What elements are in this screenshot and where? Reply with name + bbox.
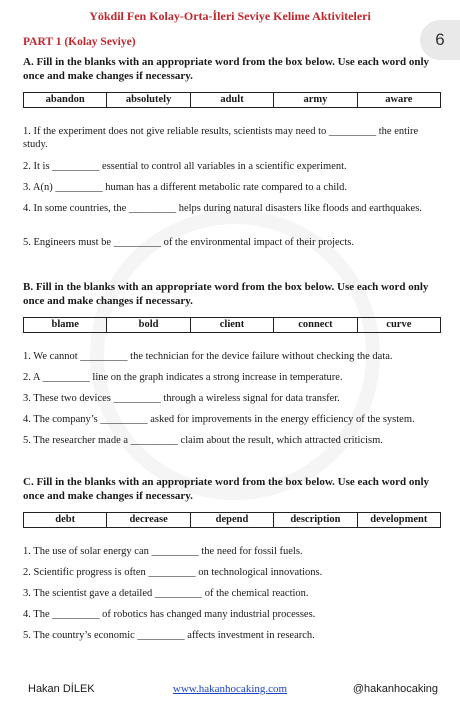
word-box-item: bold <box>107 318 190 332</box>
question-item: 3. These two devices _________ through a wireless signal for data transfer. <box>23 393 340 404</box>
question-item: 2. A _________ line on the graph indicates a strong increase in temperature. <box>23 372 343 383</box>
question-item: 1. The use of solar energy can _________ the need for fossil fuels. <box>23 546 303 557</box>
section-instruction: C. Fill in the blanks with an appropriate word from the box below. Use each word only once and make changes if necessary. <box>23 476 430 502</box>
footer-handle: @hakanhocaking <box>352 683 438 695</box>
word-box-item: depend <box>191 513 274 527</box>
word-box-item: debt <box>24 513 107 527</box>
word-box <box>23 92 441 108</box>
question-item: 1. If the experiment does not give reliable results, scientists may need to _________ the entire study. <box>23 126 419 150</box>
question-item: 3. A(n) _________ human has a different metabolic rate compared to a child. <box>23 182 348 193</box>
section-a <box>23 55 441 108</box>
word-box-item: absolutely <box>107 93 190 107</box>
word-box-item: aware <box>385 94 413 105</box>
section-instruction: A. Fill in the blanks with an appropriate word from the box below. Use each word only once and make changes if necessary. <box>23 56 430 82</box>
word-box-item: development <box>370 514 428 525</box>
question-item: 3. The scientist gave a detailed _________ of the chemical reaction. <box>23 588 309 599</box>
word-box <box>23 317 441 333</box>
question-item: 5. The researcher made a _________ claim about the result, which attracted criticism. <box>23 435 383 446</box>
part-title: PART 1 (Kolay Seviye) <box>23 36 136 48</box>
question-item: 4. The _________ of robotics has changed many industrial processes. <box>23 609 316 620</box>
question-item: 5. The country’s economic _________ affects investment in research. <box>23 630 315 641</box>
word-box-item: adult <box>191 93 274 107</box>
question-item: 2. Scientific progress is often _________ on technological innovations. <box>23 567 323 578</box>
word-box-item: abandon <box>24 93 107 107</box>
word-box-item: client <box>191 318 274 332</box>
word-box-item: description <box>274 513 357 527</box>
section-b <box>23 280 441 333</box>
footer-website-link[interactable]: www.hakanhocaking.com <box>172 683 288 695</box>
word-box-item: blame <box>24 318 107 332</box>
section-c <box>23 475 441 528</box>
question-item: 4. In some countries, the _________ helps during natural disasters like floods and earthquakes. <box>23 203 422 214</box>
question-item: 1. We cannot _________ the technician for the device failure without checking the data. <box>23 351 393 362</box>
question-item: 2. It is _________ essential to control all variables in a scientific experiment. <box>23 161 347 172</box>
word-box-item: army <box>274 93 357 107</box>
page-number-badge: 6 <box>420 20 460 60</box>
section-instruction: B. Fill in the blanks with an appropriate word from the box below. Use each word only once and make changes if necessary. <box>23 281 429 307</box>
question-item: 5. Engineers must be _________ of the environmental impact of their projects. <box>23 237 354 248</box>
word-box-item: decrease <box>107 513 190 527</box>
word-box <box>23 512 441 528</box>
word-box-item: connect <box>274 318 357 332</box>
page-title: Yökdil Fen Kolay-Orta-İleri Seviye Kelime Aktiviteleri <box>89 9 371 23</box>
question-item: 4. The company’s _________ asked for improvements in the energy efficiency of the system. <box>23 414 415 425</box>
footer-author: Hakan DİLEK <box>28 683 95 695</box>
word-box-item: curve <box>386 319 412 330</box>
